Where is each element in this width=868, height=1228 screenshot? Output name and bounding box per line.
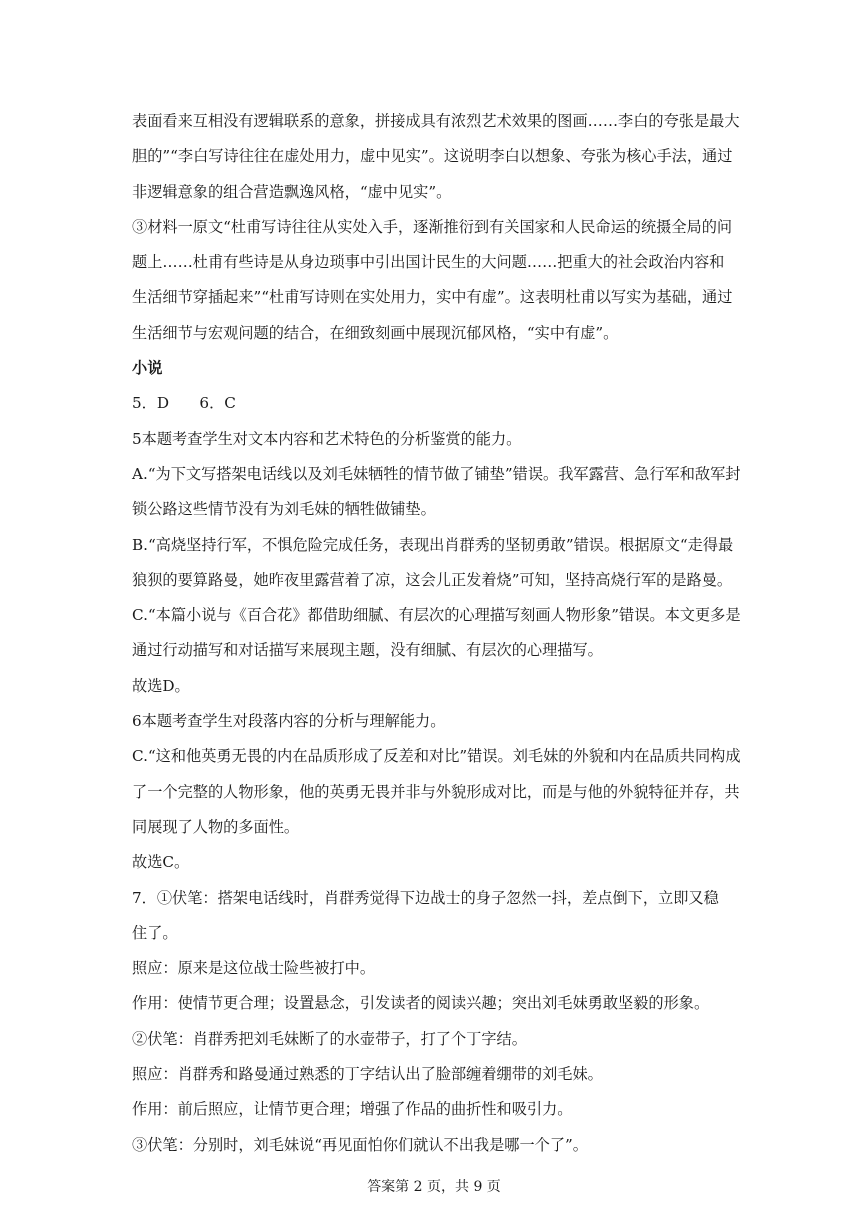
text-line: ③伏笔：分别时，刘毛妹说“再见面怕你们就认不出我是哪一个了”。 [132,1135,588,1154]
text-line: A.“为下文写搭架电话线以及刘毛妹牺牲的情节做了铺垫”错误。我军露营、急行军和敌军封 [132,464,741,483]
document-body [132,104,750,1163]
text-line: 生活细节与宏观问题的结合，在细致刻画中展现沉郁风格，“实中有虚”。 [132,323,619,342]
text-line: 狼狈的要算路曼，她昨夜里露营着了凉，这会儿正发着烧”可知，坚持高烧行军的是路曼。 [132,570,733,589]
text-line: 生活细节穿插起来”“杜甫写诗则在实处用力，实中有虚”。这表明杜甫以写实为基础，通过 [132,288,733,307]
text-line: ③材料一原文“杜甫写诗往往从实处入手，逐渐推衍到有关国家和人民命运的统摄全局的问 [132,217,733,236]
text-line: 5本题考查学生对文本内容和艺术特色的分析鉴赏的能力。 [132,429,522,448]
text-line: B.“高烧坚持行军，不惧危险完成任务，表现出肖群秀的坚韧勇敢”错误。根据原文“走得最 [132,535,734,554]
text-line: 非逻辑意象的组合营造飘逸风格，“虚中见实”。 [132,182,452,201]
text-line: 通过行动描写和对话描写来展现主题，没有细腻、有层次的心理描写。 [132,641,603,660]
text-line: 7．①伏笔：搭架电话线时，肖群秀觉得下边战士的身子忽然一抖，差点倒下，立即又稳 [132,888,719,907]
text-line: 照应：原来是这位战士险些被打中。 [132,959,375,978]
text-line: 故选D。 [132,676,190,695]
text-line: 作用：前后照应，让情节更合理；增强了作品的曲折性和吸引力。 [132,1100,573,1119]
text-line: C.“本篇小说与《百合花》都借助细腻、有层次的心理描写刻画人物形象”错误。本文更多是 [132,606,741,625]
text-line: 胆的”“李白写诗往往在虚处用力，虚中见实”。这说明李白以想象、夸张为核心手法，通过 [132,147,733,166]
text-line: 住了。 [132,923,178,942]
text-line: 锁公路这些情节没有为刘毛妹的牺牲做铺垫。 [132,500,436,519]
text-line: C.“这和他英勇无畏的内在品质形成了反差和对比”错误。刘毛妹的外貌和内在品质共同构成 [132,747,741,766]
text-line: 题上……杜甫有些诗是从身边琐事中引出国计民生的大问题……把重大的社会政治内容和 [132,253,725,272]
page-footer: 答案第 2 页，共 9 页 [367,1179,501,1195]
text-line: 故选C。 [132,853,190,872]
text-line: 照应：肖群秀和路曼通过熟悉的丁字结认出了脸部缠着绷带的刘毛妹。 [132,1065,603,1084]
text-line: 作用：使情节更合理；设置悬念，引发读者的阅读兴趣；突出刘毛妹勇敢坚毅的形象。 [132,994,710,1013]
text-line: 了一个完整的人物形象，他的英勇无畏并非与外貌形成对比，而是与他的外貌特征并存，共 [132,782,740,801]
section-heading: 小说 [132,359,163,378]
text-line: ②伏笔：肖群秀把刘毛妹断了的水壶带子，打了个丁字结。 [132,1029,527,1048]
text-line: 同展现了人物的多面性。 [132,817,300,836]
text-line: 5．D 6．C [132,394,236,413]
text-line: 6本题考查学生对段落内容的分析与理解能力。 [132,712,446,731]
text-line: 表面看来互相没有逻辑联系的意象，拼接成具有浓烈艺术效果的图画……李白的夸张是最大 [132,112,740,130]
